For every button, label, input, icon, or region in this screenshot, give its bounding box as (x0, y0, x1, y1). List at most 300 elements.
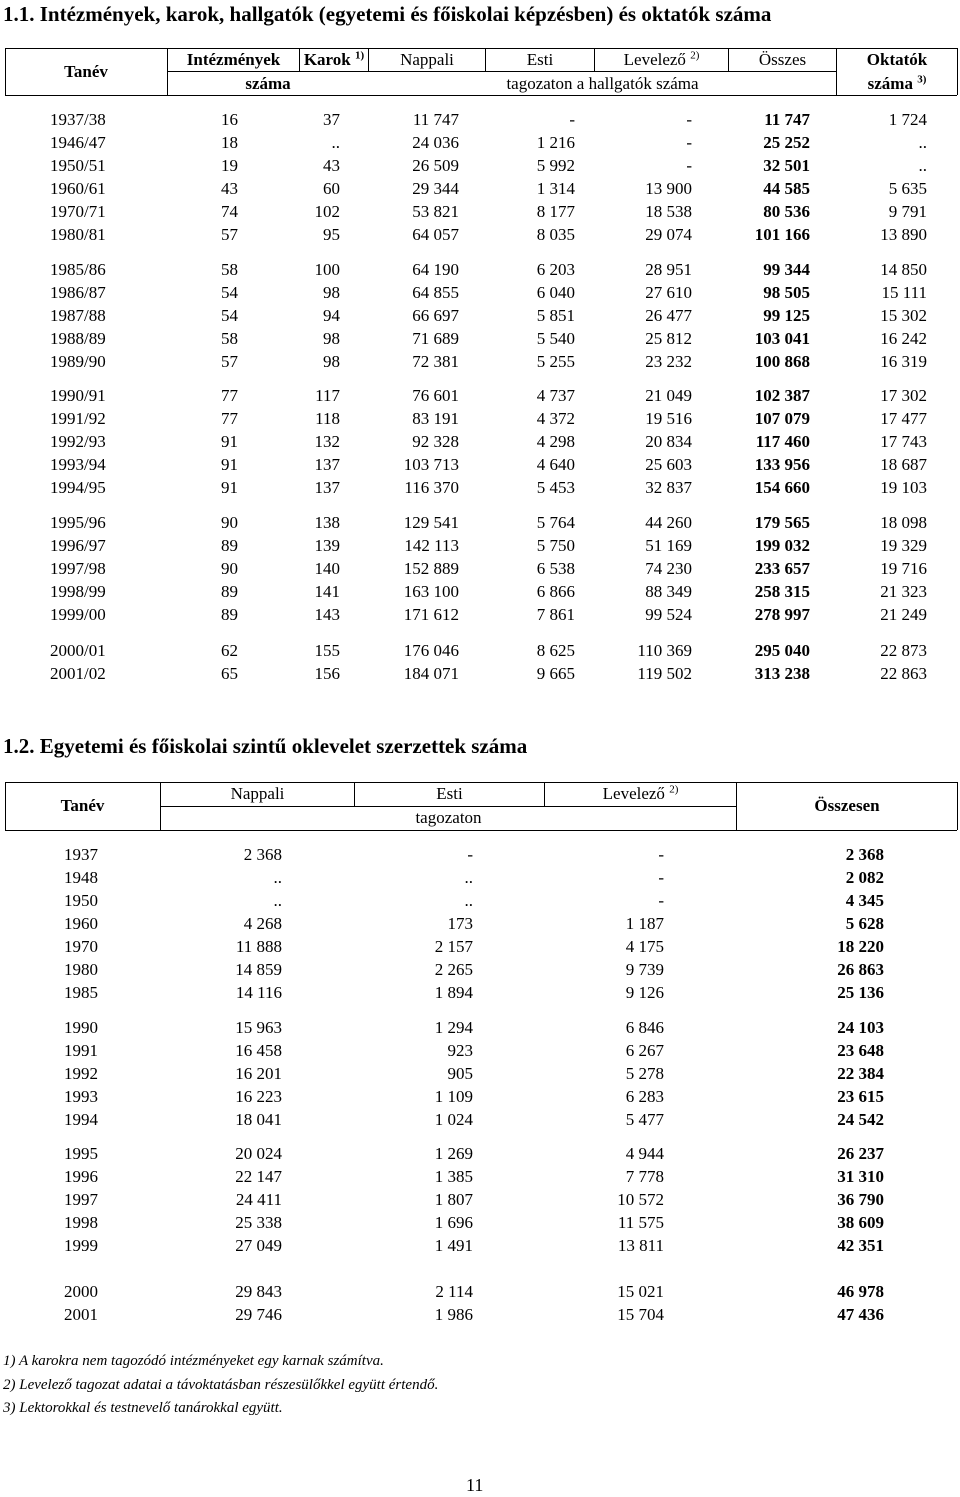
table-cell: 137 (314, 478, 340, 497)
table-row (0, 912, 960, 935)
table-cell: 62 (221, 641, 238, 660)
table-cell: 233 657 (754, 559, 810, 578)
table-cell: 8 035 (536, 225, 575, 244)
table-cell: 54 (221, 306, 238, 325)
col-header-osszes: Összes (758, 50, 807, 69)
table-cell: 16 319 (880, 352, 927, 371)
table-cell: 37 (323, 110, 340, 129)
table-cell: 313 238 (754, 664, 810, 683)
table-cell: 116 370 (404, 478, 459, 497)
table-row (0, 108, 960, 131)
table-cell: .. (918, 133, 927, 152)
table-cell: 13 890 (880, 225, 927, 244)
table-cell: 22 863 (880, 664, 927, 683)
table-cell: 25 136 (837, 983, 884, 1002)
table-cell: 923 (447, 1041, 473, 1060)
table-cell: 19 (221, 156, 238, 175)
table-cell: .. (273, 868, 282, 887)
table-cell: - (658, 891, 664, 910)
table-cell: 11 888 (235, 937, 282, 956)
table-cell: 22 873 (880, 641, 927, 660)
table-row (0, 200, 960, 223)
table-cell: 2 114 (435, 1282, 473, 1301)
table-cell: 83 191 (412, 409, 459, 428)
table-cell: 17 477 (880, 409, 927, 428)
table-cell: 1 314 (536, 179, 575, 198)
table-cell: 13 900 (645, 179, 692, 198)
table-cell: 103 713 (403, 455, 459, 474)
table-row (0, 1234, 960, 1257)
table-cell: 102 387 (754, 386, 810, 405)
table-cell: 19 516 (645, 409, 692, 428)
row-label-cell: 1960/61 (50, 179, 106, 198)
table-cell: 17 743 (880, 432, 927, 451)
table-row (0, 1280, 960, 1303)
footnote: 3) Lektorokkal és testnevelő tanárokkal együtt. (3, 1400, 283, 1416)
table-row (0, 557, 960, 580)
table-cell: 4 640 (536, 455, 575, 474)
row-label-cell: 1989/90 (50, 352, 106, 371)
table-cell: 132 (314, 432, 340, 451)
table-cell: 118 (315, 409, 340, 428)
table-cell: 1 109 (434, 1087, 473, 1106)
t2-border-right (957, 782, 958, 830)
table-cell: 72 381 (412, 352, 459, 371)
table-cell: 32 837 (645, 478, 692, 497)
table-cell: 11 575 (617, 1213, 664, 1232)
table-cell: 94 (323, 306, 340, 325)
table-cell: 8 177 (536, 202, 575, 221)
table-cell: 26 509 (412, 156, 459, 175)
table-cell: 9 739 (625, 960, 664, 979)
row-label-cell: 1980/81 (50, 225, 106, 244)
table-cell: 1 269 (434, 1144, 473, 1163)
row-label-cell: 1987/88 (50, 306, 106, 325)
table-cell: .. (464, 868, 473, 887)
table-cell: 60 (323, 179, 340, 198)
col-header-intezmenyek: Intézmények (186, 50, 281, 69)
row-label-cell: 1990/91 (50, 386, 106, 405)
table-cell: 5 628 (845, 914, 884, 933)
table-cell: 103 041 (754, 329, 810, 348)
table-cell: 98 (323, 329, 340, 348)
table-cell: - (467, 845, 473, 864)
row-label-cell: 1991/92 (50, 409, 106, 428)
table-cell: 21 049 (645, 386, 692, 405)
table-cell: 99 125 (763, 306, 810, 325)
table-row (0, 511, 960, 534)
footnote: 2) Levelező tagozat adatai a távoktatásban részesülőkkel együtt értendő. (3, 1376, 439, 1393)
table-cell: .. (918, 156, 927, 175)
table-cell: 18 098 (880, 513, 927, 532)
table-cell: 2 368 (845, 845, 884, 864)
table-cell: 17 302 (880, 386, 927, 405)
table-cell: 155 (314, 641, 340, 660)
table-cell: 18 (221, 133, 238, 152)
col-header-szama: száma (245, 74, 291, 93)
table-cell: 89 (221, 582, 238, 601)
table-cell: 16 (221, 110, 238, 129)
row-label-cell: 1993/94 (50, 455, 106, 474)
table-cell: 295 040 (754, 641, 810, 660)
table-row (0, 281, 960, 304)
row-label-cell: 2000/01 (50, 641, 106, 660)
table-cell: 16 458 (235, 1041, 282, 1060)
table-row (0, 662, 960, 685)
page-number: 11 (466, 1475, 484, 1495)
table-cell: .. (331, 133, 340, 152)
table-cell: 21 323 (880, 582, 927, 601)
table-cell: 58 (221, 260, 238, 279)
table-row (0, 981, 960, 1004)
col-header-tanev: Tanév (64, 62, 108, 81)
table-cell: 199 032 (754, 536, 810, 555)
table-cell: 100 (314, 260, 340, 279)
table-cell: 25 252 (763, 133, 810, 152)
table-cell: 91 (221, 455, 238, 474)
table-cell: 77 (221, 409, 238, 428)
table-cell: 2 082 (845, 868, 884, 887)
t2-col-header-tanev: Tanév (60, 796, 105, 815)
table-cell: 119 502 (637, 664, 692, 683)
table-cell: 9 665 (536, 664, 575, 683)
row-label-cell: 1985 (64, 983, 98, 1002)
row-label-cell: 1998/99 (50, 582, 106, 601)
table-cell: 90 (221, 513, 238, 532)
table-cell: 10 572 (617, 1190, 664, 1209)
table-cell: 173 (447, 914, 473, 933)
table-cell: 43 (323, 156, 340, 175)
t2-levelezo-label: Levelező (602, 784, 665, 803)
table-cell: 15 111 (881, 283, 927, 302)
table-cell: 19 103 (880, 478, 927, 497)
table-cell: 57 (221, 225, 238, 244)
table-cell: 43 (221, 179, 238, 198)
table-cell: 91 (221, 478, 238, 497)
table-cell: 22 384 (837, 1064, 884, 1083)
t2-levelezo-sup: 2) (669, 783, 679, 796)
table-cell: 54 (221, 283, 238, 302)
row-label-cell: 1970 (64, 937, 98, 956)
table-cell: .. (273, 891, 282, 910)
table-cell: 5 477 (625, 1110, 664, 1129)
row-label-cell: 1991 (64, 1041, 98, 1060)
table1-title: 1.1. Intézmények, karok, hallgatók (egyetemi és főiskolai képzésben) és oktatók száma (3, 2, 772, 26)
table-cell: 64 190 (412, 260, 459, 279)
row-label-cell: 1960 (64, 914, 98, 933)
col-header-esti: Esti (526, 50, 554, 69)
table-cell: 47 436 (837, 1305, 884, 1324)
table-cell: 25 603 (645, 455, 692, 474)
table-cell: 13 811 (617, 1236, 664, 1255)
table-cell: 152 889 (403, 559, 459, 578)
table-cell: 129 541 (403, 513, 459, 532)
table-cell: 18 220 (837, 937, 884, 956)
t2-col-header-levelezo (545, 784, 736, 804)
table-row (0, 1039, 960, 1062)
table-row (0, 958, 960, 981)
table-cell: 28 951 (645, 260, 692, 279)
table-cell: 53 821 (412, 202, 459, 221)
row-label-cell: 1996/97 (50, 536, 106, 555)
table-cell: 163 100 (403, 582, 459, 601)
row-label-cell: 1980 (64, 960, 98, 979)
table-row (0, 639, 960, 662)
row-label-cell: 1999/00 (50, 605, 106, 624)
table-cell: 58 (221, 329, 238, 348)
table-row (0, 534, 960, 557)
table-cell: 51 169 (645, 536, 692, 555)
table-cell: 16 242 (880, 329, 927, 348)
table-cell: 15 704 (617, 1305, 664, 1324)
row-label-cell: 1996 (64, 1167, 98, 1186)
table-cell: 107 079 (754, 409, 810, 428)
row-label-cell: 1937 (64, 845, 98, 864)
table-cell: 5 453 (536, 478, 575, 497)
table-cell: 4 268 (243, 914, 282, 933)
table-cell: 5 851 (536, 306, 575, 325)
table-row (0, 407, 960, 430)
t2-col-header-osszesen: Összesen (814, 796, 880, 815)
header-border-right (957, 48, 958, 95)
row-label-cell: 1985/86 (50, 260, 106, 279)
table-row (0, 350, 960, 373)
table-cell: 22 147 (235, 1167, 282, 1186)
table-cell: 1 187 (625, 914, 664, 933)
table-cell: 5 750 (536, 536, 575, 555)
t2-col-header-esti: Esti (436, 784, 463, 803)
t2-col-header-nappali: Nappali (230, 784, 285, 803)
table-cell: 2 368 (243, 845, 282, 864)
row-label-cell: 1937/38 (50, 110, 106, 129)
table-cell: 6 538 (536, 559, 575, 578)
table-row (0, 327, 960, 350)
table-cell: 24 103 (837, 1018, 884, 1037)
table-cell: 5 540 (536, 329, 575, 348)
table-cell: 64 057 (412, 225, 459, 244)
table-cell: 74 230 (645, 559, 692, 578)
table-cell: 16 223 (235, 1087, 282, 1106)
table-cell: - (686, 133, 692, 152)
table-row (0, 430, 960, 453)
table-cell: 90 (221, 559, 238, 578)
table2-title: 1.2. Egyetemi és főiskolai szintű oklevelet szerzettek száma (3, 734, 528, 758)
table-cell: 29 843 (235, 1282, 282, 1301)
table-cell: 14 850 (880, 260, 927, 279)
table-cell: 5 764 (536, 513, 575, 532)
table-cell: 278 997 (754, 605, 810, 624)
table-cell: 74 (221, 202, 238, 221)
header-bottom-border (5, 95, 957, 96)
table-cell: 258 315 (754, 582, 810, 601)
table-cell: 139 (314, 536, 340, 555)
table-row (0, 223, 960, 246)
table-cell: 5 992 (536, 156, 575, 175)
table-cell: 176 046 (403, 641, 459, 660)
row-label-cell: 1995 (64, 1144, 98, 1163)
table-cell: 91 (221, 432, 238, 451)
table-row (0, 476, 960, 499)
table-cell: 26 863 (837, 960, 884, 979)
table-cell: 1 986 (434, 1305, 473, 1324)
table-cell: 23 615 (837, 1087, 884, 1106)
col-header-tagozaton: tagozaton a hallgatók száma (506, 74, 699, 93)
table-cell: 76 601 (412, 386, 459, 405)
row-label-cell: 1994/95 (50, 478, 106, 497)
table-cell: 6 283 (625, 1087, 664, 1106)
table-cell: 5 255 (536, 352, 575, 371)
table-cell: 24 036 (412, 133, 459, 152)
row-label-cell: 1946/47 (50, 133, 106, 152)
col-header-oktatok: Oktatók (866, 50, 928, 69)
table-cell: 11 747 (412, 110, 459, 129)
row-label-cell: 1950 (64, 891, 98, 910)
table-cell: 5 278 (625, 1064, 664, 1083)
table-cell: - (686, 156, 692, 175)
table-cell: 133 956 (754, 455, 810, 474)
table-cell: 24 411 (235, 1190, 282, 1209)
table-cell: 138 (314, 513, 340, 532)
table-cell: 7 778 (625, 1167, 664, 1186)
table-row (0, 131, 960, 154)
footnotes (3, 1350, 438, 1421)
table-cell: - (658, 845, 664, 864)
row-label-cell: 1995/96 (50, 513, 106, 532)
table-row (0, 1188, 960, 1211)
table-cell: 1 216 (536, 133, 575, 152)
table-cell: 102 (314, 202, 340, 221)
table-cell: 15 302 (880, 306, 927, 325)
table-cell: 57 (221, 352, 238, 371)
table-row (0, 935, 960, 958)
table-cell: 16 201 (235, 1064, 282, 1083)
table-cell: 44 260 (645, 513, 692, 532)
table-cell: 27 610 (645, 283, 692, 302)
table-cell: 6 866 (536, 582, 575, 601)
table-cell: 88 349 (645, 582, 692, 601)
table-cell: 98 (323, 352, 340, 371)
table-cell: 1 724 (888, 110, 927, 129)
table-cell: 171 612 (403, 605, 459, 624)
table-cell: 29 746 (235, 1305, 282, 1324)
row-label-cell: 1997/98 (50, 559, 106, 578)
table-cell: 140 (314, 559, 340, 578)
table-cell: 27 049 (235, 1236, 282, 1255)
row-label-cell: 1998 (64, 1213, 98, 1232)
table-cell: 46 978 (837, 1282, 884, 1301)
table-cell: 65 (221, 664, 238, 683)
table-row (0, 843, 960, 866)
table-cell: 7 861 (536, 605, 575, 624)
table-row (0, 1085, 960, 1108)
col-header-oktatok-szama (837, 74, 957, 94)
table-cell: 38 609 (837, 1213, 884, 1232)
table-cell: 156 (314, 664, 340, 683)
table-cell: 26 237 (837, 1144, 884, 1163)
table-cell: 29 344 (412, 179, 459, 198)
table-cell: 89 (221, 536, 238, 555)
table-row (0, 1211, 960, 1234)
table-cell: 24 542 (837, 1110, 884, 1129)
table-cell: 18 687 (880, 455, 927, 474)
table-cell: 31 310 (837, 1167, 884, 1186)
table-cell: 42 351 (837, 1236, 884, 1255)
table-cell: 1 894 (434, 983, 473, 1002)
table-row (0, 889, 960, 912)
table-cell: 179 565 (754, 513, 810, 532)
table-cell: 184 071 (403, 664, 459, 683)
table-cell: - (569, 110, 575, 129)
table-cell: 2 157 (434, 937, 473, 956)
t2-header-top-border (5, 782, 957, 783)
table-cell: 117 460 (755, 432, 810, 451)
table-cell: 2 265 (434, 960, 473, 979)
table-cell: 101 166 (754, 225, 810, 244)
table-cell: 23 648 (837, 1041, 884, 1060)
table-row (0, 453, 960, 476)
row-label-cell: 1990 (64, 1018, 98, 1037)
table-cell: 1 696 (434, 1213, 473, 1232)
table-cell: - (686, 110, 692, 129)
table-cell: 1 024 (434, 1110, 473, 1129)
oktatok-sup: 3) (917, 73, 927, 86)
t2-header-mid-border (160, 806, 736, 807)
header-top-border (5, 48, 957, 49)
table-cell: 137 (314, 455, 340, 474)
table-row (0, 1165, 960, 1188)
table-cell: 98 505 (763, 283, 810, 302)
table-cell: 141 (314, 582, 340, 601)
row-label-cell: 1999 (64, 1236, 98, 1255)
table-row (0, 304, 960, 327)
table-row (0, 177, 960, 200)
table-cell: 8 625 (536, 641, 575, 660)
table-cell: 25 338 (235, 1213, 282, 1232)
table-row (0, 384, 960, 407)
table-cell: 99 524 (645, 605, 692, 624)
table-cell: 18 041 (235, 1110, 282, 1129)
row-label-cell: 1970/71 (50, 202, 106, 221)
table-cell: 6 267 (625, 1041, 664, 1060)
table-row (0, 1062, 960, 1085)
col-header-karok (300, 50, 368, 70)
table-cell: 4 175 (625, 937, 664, 956)
table-cell: 99 344 (763, 260, 810, 279)
col-header-levelezo (595, 50, 728, 70)
table-cell: 26 477 (645, 306, 692, 325)
table-cell: 32 501 (763, 156, 810, 175)
table-cell: 77 (221, 386, 238, 405)
table-cell: 1 491 (434, 1236, 473, 1255)
table-cell: 25 812 (645, 329, 692, 348)
table-cell: 19 716 (880, 559, 927, 578)
levelezo-label: Levelező (623, 50, 686, 69)
table-cell: - (658, 868, 664, 887)
table-cell: 20 834 (645, 432, 692, 451)
table-cell: 1 807 (434, 1190, 473, 1209)
table-cell: 9 126 (625, 983, 664, 1002)
table-cell: 4 944 (625, 1144, 664, 1163)
row-label-cell: 2000 (64, 1282, 98, 1301)
table-cell: .. (464, 891, 473, 910)
table-cell: 66 697 (412, 306, 459, 325)
table-cell: 154 660 (754, 478, 810, 497)
table-cell: 92 328 (412, 432, 459, 451)
table-row (0, 603, 960, 626)
table-cell: 21 249 (880, 605, 927, 624)
table-cell: 117 (315, 386, 340, 405)
footnote: 1) A karokra nem tagozódó intézményeket egy karnak számítva. (3, 1353, 384, 1369)
